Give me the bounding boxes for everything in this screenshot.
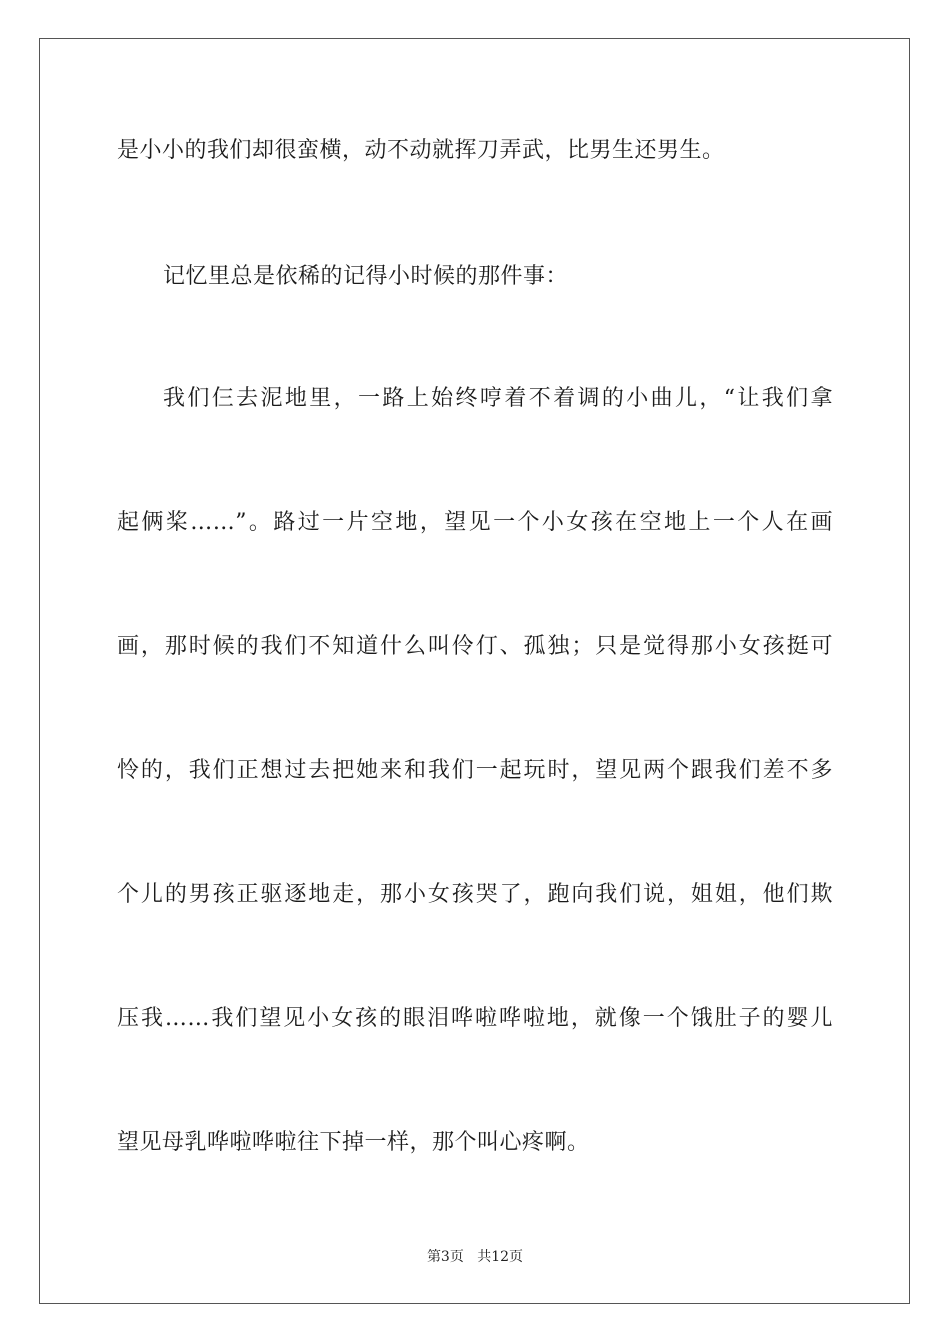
page-border: [39, 38, 910, 1304]
text-line-1: 是小小的我们却很蛮横，动不动就挥刀弄武，比男生还男生。: [117, 138, 725, 163]
page-total: 共12页: [477, 1249, 524, 1265]
text-line-7: 个儿的男孩正驱逐地走，那小女孩哭了，跑向我们说，姐姐，他们欺: [117, 882, 833, 907]
text-line-6: 怜的，我们正想过去把她来和我们一起玩时，望见两个跟我们差不多: [117, 758, 833, 783]
page-footer: [0, 1246, 950, 1266]
page-number: 第3页: [426, 1249, 464, 1265]
text-line-5: 画，那时候的我们不知道什么叫伶仃、孤独；只是觉得那小女孩挺可: [117, 634, 833, 659]
text-line-8: 压我……我们望见小女孩的眼泪哗啦哗啦地，就像一个饿肚子的婴儿: [117, 1006, 833, 1031]
text-line-9: 望见母乳哗啦哗啦往下掉一样，那个叫心疼啊。: [117, 1130, 590, 1155]
text-line-4: 起俩桨……”。路过一片空地，望见一个小女孩在空地上一个人在画: [117, 510, 833, 535]
text-line-3: 我们仨去泥地里，一路上始终哼着不着调的小曲儿，“让我们拿: [163, 386, 833, 411]
text-line-2: 记忆里总是依稀的记得小时候的那件事：: [163, 264, 569, 289]
